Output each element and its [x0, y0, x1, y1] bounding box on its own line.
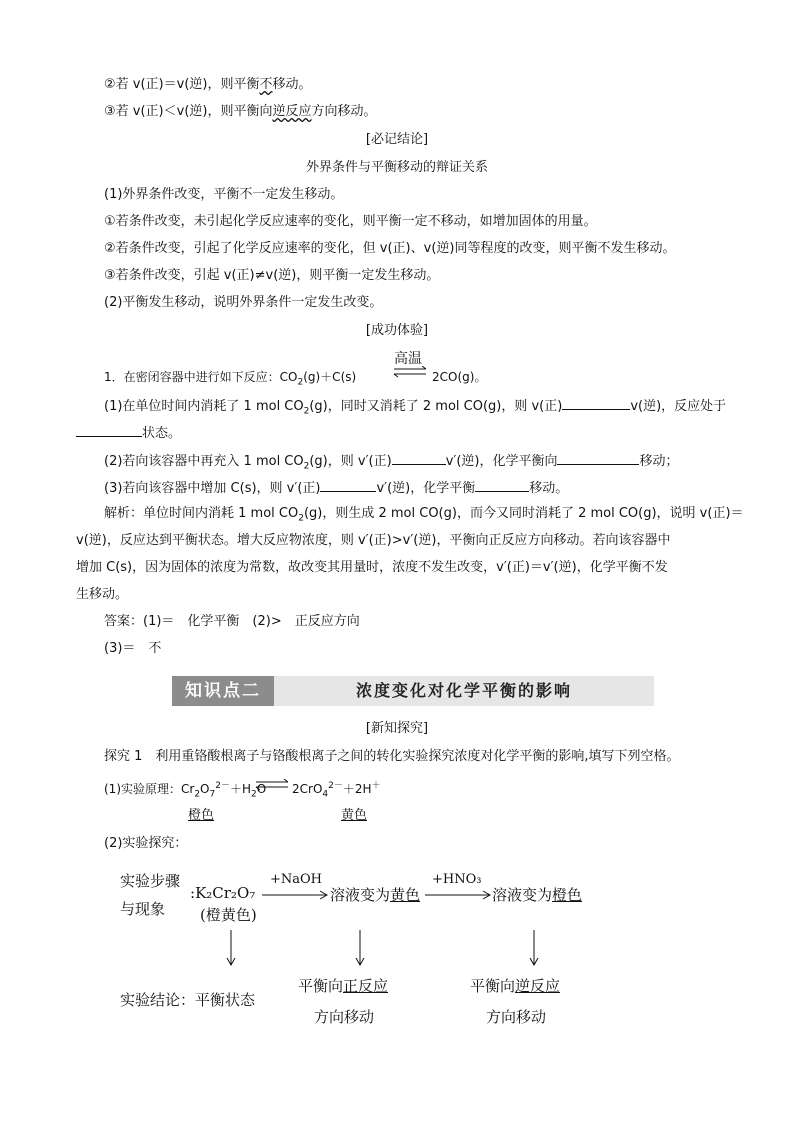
conclusion-2: ①若条件改变，未引起化学反应速率的变化，则平衡一定不移动，如增加固体的用量。 [104, 214, 597, 229]
answer-blank[interactable] [320, 478, 376, 492]
text: ③若 v(正)＜v(逆)，则平衡向 [104, 104, 273, 119]
diagram-conclusion-2b: 方向移动 [314, 1008, 375, 1026]
text: 解析：单位时间内消耗 1 mol CO [104, 506, 299, 521]
answer-line-1: 答案：(1)＝ 化学平衡 (2)> 正反应方向 [104, 614, 360, 629]
answer-blank[interactable] [557, 451, 639, 465]
heading-chenggong: [成功体验] [365, 323, 429, 338]
diagram-conclusion-3 [470, 975, 560, 996]
arrow-down-icon [226, 930, 236, 966]
heading-xinzhi: [新知探究] [365, 721, 429, 736]
conclusion-4: ③若条件改变，引起 v(正)≠v(逆)，则平衡一定发生移动。 [104, 268, 440, 283]
charge: 2－ [328, 781, 343, 791]
text: 平衡向 [470, 977, 516, 995]
reaction-product: 2CO(g)。 [432, 370, 487, 384]
color-yellow: 黄色 [341, 808, 368, 823]
reversible-arrow-icon [392, 366, 428, 378]
question-1-3 [104, 478, 568, 498]
emphasis: 正反应 [343, 977, 389, 995]
result-color: 橙色 [552, 886, 583, 904]
text: 平衡向 [298, 977, 344, 995]
text: ＋2H [342, 782, 372, 796]
principle-equation: (1)实验原理：$Cr_2O_7^{2-}+H_2O$ [104, 781, 267, 800]
answer-blank[interactable] [76, 423, 142, 437]
analysis-line-2: v(逆)，反应达到平衡状态。增大反应物浓度，则 v′(正)>v′(逆)，平衡向正反应方向移动。若向该容器中 [76, 533, 671, 548]
explore-label: (2)实验探究： [104, 836, 188, 851]
text: 移动； [639, 454, 679, 469]
text: v′(逆)，化学平衡向 [445, 454, 558, 469]
text: v′(逆)，化学平衡 [376, 481, 476, 496]
text: (2)若向该容器中再充入 1 mol CO [104, 454, 304, 469]
diagram-reagent-note: (橙黄色) [200, 906, 257, 924]
emphasis: 不 [259, 77, 273, 92]
arrow-right-icon [425, 890, 493, 900]
question-1-1: (1)在单位时间内消耗了 1 mol $CO_2(g)$，同时又消耗了 2 mol CO(g)，则 v(正) v(逆)，反应处于 [104, 396, 726, 421]
answer-blank[interactable] [562, 396, 630, 410]
text: 溶液变为 [330, 886, 391, 904]
reversible-arrow-icon [254, 779, 290, 791]
diagram-label-phenom: 与现象 [120, 900, 166, 918]
diagram-conclusion-3b: 方向移动 [486, 1008, 547, 1026]
text: 溶液变为 [492, 886, 553, 904]
text: 移动。 [529, 481, 569, 496]
answer-line-2: (3)＝ 不 [104, 641, 162, 656]
diagram-conclusion: 实验结论：平衡状态 [120, 991, 256, 1009]
heading-relation: 外界条件与平衡移动的辩证关系 [305, 160, 488, 175]
conclusion-5: (2)平衡发生移动，说明外界条件一定发生改变。 [104, 295, 383, 310]
diagram-reagent: :K₂Cr₂O₇ [190, 884, 256, 902]
color-orange: 橙色 [188, 808, 215, 823]
diagram-result-2 [492, 884, 582, 905]
text: (1)在单位时间内消耗了 1 mol CO [104, 399, 304, 414]
conclusion-3: ②若条件改变，引起了化学反应速率的变化，但 v(正)、v(逆)同等程度的改变，则平衡不发生移动。 [104, 241, 676, 256]
text: (g)＋C(s) [303, 370, 357, 384]
answer-blank[interactable] [392, 451, 446, 465]
analysis-line-4: 生移动。 [76, 587, 129, 602]
text: 方向移动。 [311, 104, 377, 119]
text: 移动。 [272, 77, 312, 92]
text: (g)，同时又消耗了 2 mol CO(g)，则 v(正) [309, 399, 563, 414]
text: v(逆)，反应处于 [630, 399, 727, 414]
text: ②若 v(正)＝v(逆)，则平衡 [104, 77, 260, 92]
charge: ＋ [371, 781, 381, 791]
arrow-down-icon [529, 930, 539, 966]
result-color: 黄色 [390, 886, 421, 904]
diagram-add-hno3: +HNO₃ [432, 872, 482, 887]
emphasis: 逆反应 [515, 977, 561, 995]
text: (1)实验原理：Cr [104, 782, 195, 796]
diagram-add-naoh: +NaOH [270, 872, 323, 887]
question-1-2: (2)若向该容器中再充入 1 mol $CO_2(g)$，则 v′(正) v′(逆)，化学平衡向 移动； [104, 451, 679, 476]
arrow-down-icon [355, 930, 365, 966]
reaction-condition: 高温 [394, 351, 422, 367]
text: (g)，则生成 2 mol CO(g)，而今又同时消耗了 2 mol CO(g)，说明 v(正)＝ [303, 506, 744, 521]
text: O [200, 782, 210, 796]
section-label: 知识点二 [172, 676, 274, 706]
text: 状态。 [142, 426, 182, 441]
emphasis: 逆反应 [272, 104, 312, 119]
charge: 2－ [215, 781, 230, 791]
analysis-line-1: 解析：单位时间内消耗 1 mol $CO_2(g)$，则生成 2 mol CO(g)，而今又同时消耗了 2 mol CO(g)，说明 v(正)＝ [104, 506, 744, 524]
question-1-1-cont [76, 423, 181, 443]
answer-blank[interactable] [475, 478, 529, 492]
text: 1．在密闭容器中进行如下反应：CO [104, 370, 298, 384]
conclusion-1: (1)外界条件改变，平衡不一定发生移动。 [104, 187, 344, 202]
diagram-label-steps: 实验步骤 [120, 872, 181, 890]
text: ＋H [229, 782, 251, 796]
question-1: 1．在密闭容器中进行如下反应：$CO_2(g)+C(s)$ [104, 370, 357, 388]
explore-1: 探究 1 利用重铬酸根离子与铬酸根离子之间的转化实验探究浓度对化学平衡的影响,填写下列空格。 [104, 749, 680, 764]
text: O [256, 782, 267, 796]
section-title: 浓度变化对化学平衡的影响 [355, 681, 572, 700]
analysis-line-3: 增加 C(s)，因为固体的浓度为常数，故改变其用量时，浓度不发生改变，v′(正)＝v′(逆)，化学平衡不发 [76, 560, 668, 575]
text: 2CrO [292, 782, 323, 796]
arrow-right-icon [262, 890, 330, 900]
reagent-formula: K₂Cr₂O₇ [195, 884, 256, 902]
principle-products: 2CrO$_4^{2-}$＋2H＋ [292, 781, 381, 800]
text: (3)若向该容器中增加 C(s)，则 v′(正) [104, 481, 321, 496]
section-banner [172, 676, 654, 706]
diagram-conclusion-2 [298, 975, 388, 996]
text: (g)，则 v′(正) [309, 454, 392, 469]
line-equal-rates [104, 76, 312, 94]
line-less-rates [104, 103, 377, 121]
diagram-result-1 [330, 884, 420, 905]
heading-bijie: [必记结论] [365, 132, 429, 147]
